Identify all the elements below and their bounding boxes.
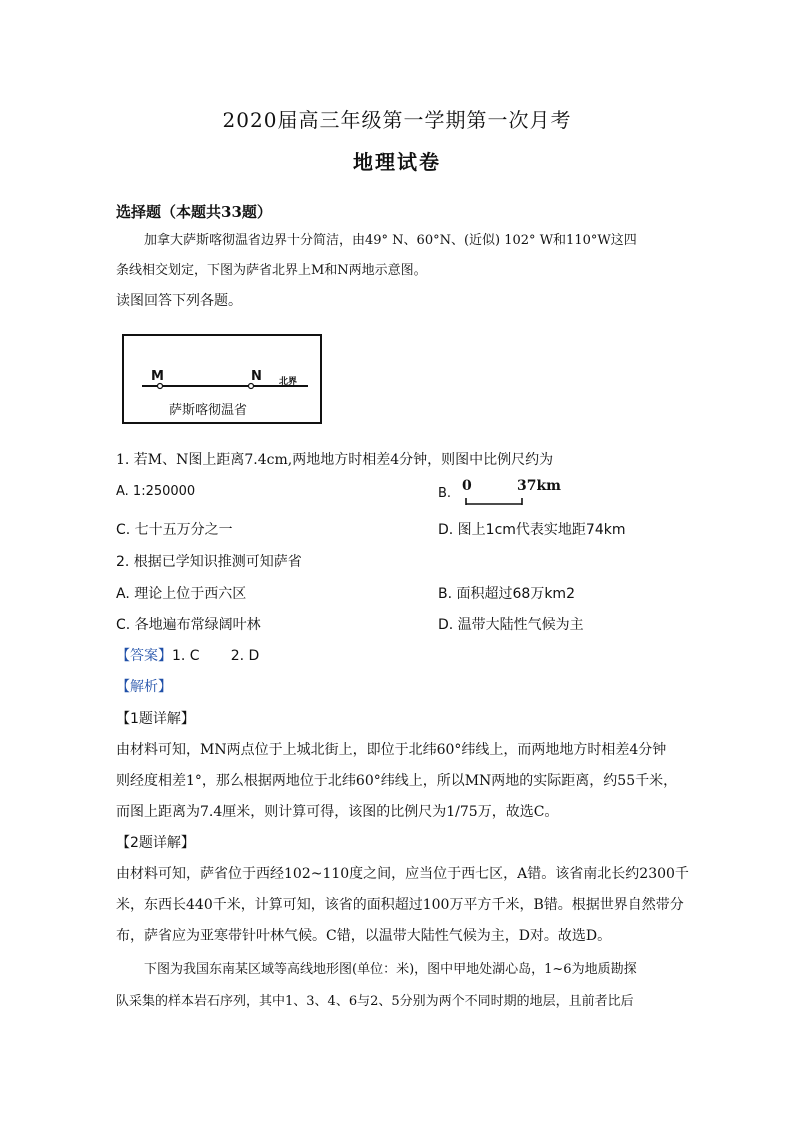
detail2-line3: 布，萨省应为亚寒带针叶林气候。C错，以温带大陆性气候为主，D对。故选D。 bbox=[116, 928, 612, 944]
detail2-line2: 米，东西长440千米，计算可知，该省的面积超过100万平方千米，B错。根据世界自然带分 bbox=[116, 897, 684, 913]
material1-line2: 条线相交划定，下图为萨省北界上M和N两地示意图。 bbox=[116, 263, 427, 278]
q1-option-d: D. 图上1cm代表实地距74km bbox=[438, 522, 626, 538]
detail1-heading: 【1题详解】 bbox=[116, 711, 195, 727]
q1-scale-bar bbox=[462, 478, 562, 512]
material2-line2: 队采集的样本岩石序列，其中1、3、4、6与2、5分别为两个不同时期的地层，且前者比后 bbox=[116, 994, 634, 1009]
scale-zero-label: 0 bbox=[462, 478, 472, 494]
section-heading: 选择题（本题共33题） bbox=[116, 203, 272, 221]
answer-text: 1. C 2. D bbox=[172, 648, 260, 664]
map-province-label: 萨斯喀彻温省 bbox=[169, 403, 248, 418]
scale-end-label: 37km bbox=[517, 478, 561, 494]
answer-tag: 【答案】 bbox=[116, 648, 172, 664]
map-point-m-label: M bbox=[151, 369, 164, 384]
detail1-line1: 由材料可知，MN两点位于上城北街上，即位于北纬60°纬线上，而两地地方时相差4分钟 bbox=[116, 742, 667, 758]
q2-option-b: B. 面积超过68万km2 bbox=[438, 586, 575, 602]
border-map-figure bbox=[122, 334, 322, 424]
scale-bar-line bbox=[462, 478, 562, 512]
answer-line bbox=[116, 645, 259, 665]
q1-stem: 1. 若M、N图上距离7.4cm,两地地方时相差4分钟，则图中比例尺约为 bbox=[116, 452, 554, 468]
detail2-heading: 【2题详解】 bbox=[116, 835, 195, 851]
q2-option-c: C. 各地遍布常绿阔叶林 bbox=[116, 617, 261, 633]
exam-subtitle: 地理试卷 bbox=[353, 150, 441, 174]
q2-stem: 2. 根据已学知识推测可知萨省 bbox=[116, 554, 302, 570]
detail1-line3: 而图上距离为7.4厘米，则计算可得，该图的比例尺为1/75万，故选C。 bbox=[116, 804, 559, 820]
map-border-label: 北界 bbox=[279, 377, 298, 387]
material1-instruction: 读图回答下列各题。 bbox=[116, 293, 242, 309]
detail1-line2: 则经度相差1°，那么根据两地位于北纬60°纬线上，所以MN两地的实际距离，约55千米， bbox=[116, 773, 678, 789]
q1-option-a: A. 1:250000 bbox=[116, 484, 196, 499]
material2-line1: 下图为我国东南某区域等高线地形图(单位：米)，图中甲地处湖心岛，1~6为地质勘探 bbox=[144, 962, 637, 977]
material1-line1: 加拿大萨斯喀彻温省边界十分简洁，由49° N、60°N、(近似) 102° W和110°W这四 bbox=[144, 233, 637, 248]
q2-option-d: D. 温带大陆性气候为主 bbox=[438, 617, 584, 633]
q1-option-b-label: B. bbox=[438, 486, 452, 501]
exam-title: 2020届高三年级第一学期第一次月考 bbox=[222, 108, 572, 132]
map-point-n-label: N bbox=[251, 369, 262, 384]
detail2-line1: 由材料可知，萨省位于西经102~110度之间，应当位于西七区，A错。该省南北长约2300千 bbox=[116, 866, 689, 882]
q1-option-c: C. 七十五万分之一 bbox=[116, 522, 233, 538]
analysis-tag: 【解析】 bbox=[116, 679, 172, 695]
q2-option-a: A. 理论上位于西六区 bbox=[116, 586, 247, 602]
